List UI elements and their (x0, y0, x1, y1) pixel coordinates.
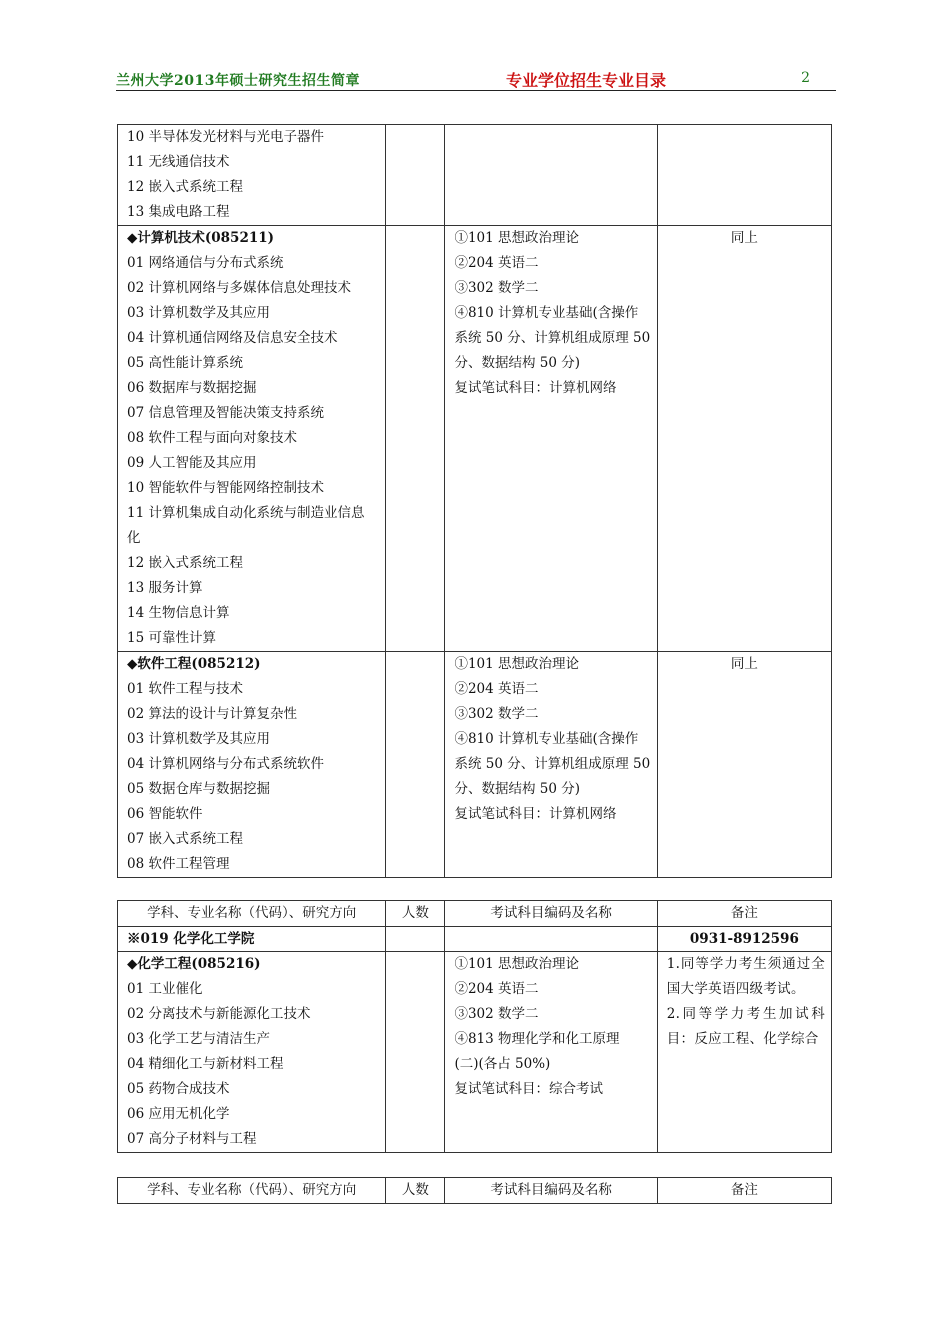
column-header-name: 学科、专业名称（代码）、研究方向 (118, 1178, 386, 1204)
list-item: 03 计算机数学及其应用 (127, 305, 270, 321)
note-item: 2.同等学力考生加试科目：反应工程、化学综合 (666, 1006, 825, 1047)
exam-item: ④813 物理化学和化工原理 (454, 1031, 620, 1047)
list-item: 06 应用无机化学 (127, 1106, 230, 1122)
exam-item: ③302 数学二 (454, 1006, 539, 1022)
exam-item: ①101 思想政治理论 (454, 656, 580, 672)
list-item: 02 分离技术与新能源化工技术 (127, 1006, 311, 1022)
list-item: 03 计算机数学及其应用 (127, 731, 270, 747)
list-item: 13 集成电路工程 (127, 204, 230, 220)
count-cell (386, 652, 445, 878)
note-cell (657, 125, 831, 226)
list-item: 10 半导体发光材料与光电子器件 (127, 129, 324, 145)
list-item: 15 可靠性计算 (127, 630, 216, 646)
list-item: 02 算法的设计与计算复杂性 (127, 706, 297, 722)
table-row (118, 652, 832, 878)
page-header (116, 66, 836, 91)
exam-item: (二)(各占 50%) (454, 1056, 551, 1072)
list-item: 08 软件工程与面向对象技术 (127, 430, 297, 446)
header-university-title: 兰州大学2013年硕士研究生招生简章 (116, 73, 360, 89)
header-section-title: 专业学位招生专业目录 (506, 71, 667, 90)
program-title: ◆计算机技术(085211) (127, 230, 275, 246)
exam-item: ①101 思想政治理论 (454, 956, 580, 972)
list-item: 12 嵌入式系统工程 (127, 179, 243, 195)
list-item: 07 信息管理及智能决策支持系统 (127, 405, 324, 421)
exam-cell (445, 927, 657, 952)
program-title: ◆软件工程(085212) (127, 656, 261, 672)
exam-item: ①101 思想政治理论 (454, 230, 580, 246)
count-cell (386, 927, 445, 952)
list-item: 06 智能软件 (127, 806, 203, 822)
page-number: 2 (801, 70, 810, 86)
list-item: 07 高分子材料与工程 (127, 1131, 257, 1147)
exam-item: 系统 50 分、计算机组成原理 50 (454, 330, 651, 346)
list-item: 05 高性能计算系统 (127, 355, 243, 371)
list-item: 化 (127, 530, 141, 546)
list-item: 09 人工智能及其应用 (127, 455, 257, 471)
table-header-row (118, 901, 832, 927)
list-item: 07 嵌入式系统工程 (127, 831, 243, 847)
exam-item: 复试笔试科目：计算机网络 (454, 380, 617, 396)
table-row (118, 125, 832, 226)
list-item: 12 嵌入式系统工程 (127, 555, 243, 571)
count-cell (386, 226, 445, 652)
list-item: 13 服务计算 (127, 580, 203, 596)
exam-item: ②204 英语二 (454, 981, 539, 997)
department-row (118, 927, 832, 952)
list-item: 04 精细化工与新材料工程 (127, 1056, 284, 1072)
exam-subjects (445, 226, 656, 401)
exam-item: ③302 数学二 (454, 280, 539, 296)
catalog-table-2 (117, 900, 832, 1153)
exam-subjects (445, 652, 656, 827)
list-item: 11 计算机集成自动化系统与制造业信息 (127, 505, 365, 521)
catalog-table-1 (117, 124, 832, 878)
column-header-note: 备注 (657, 1178, 831, 1204)
exam-cell (445, 125, 657, 226)
list-item: 11 无线通信技术 (127, 154, 230, 170)
exam-item: ④810 计算机专业基础(含操作 (454, 305, 639, 321)
program-title: ◆化学工程(085216) (127, 956, 261, 972)
catalog-table-3 (117, 1177, 832, 1204)
exam-item: 复试笔试科目：综合考试 (454, 1081, 603, 1097)
exam-item: ②204 英语二 (454, 255, 539, 271)
table-row (118, 226, 832, 652)
note-item: 1.同等学力考生须通过全国大学英语四级考试。 (666, 956, 825, 997)
exam-item: ④810 计算机专业基础(含操作 (454, 731, 639, 747)
list-item: 01 网络通信与分布式系统 (127, 255, 284, 271)
table-header-row (118, 1178, 832, 1204)
column-header-count: 人数 (386, 901, 445, 927)
list-item: 08 软件工程管理 (127, 856, 230, 872)
list-item: 05 药物合成技术 (127, 1081, 230, 1097)
column-header-name: 学科、专业名称（代码）、研究方向 (118, 901, 386, 927)
department-name: ※019 化学化工学院 (127, 931, 255, 947)
column-header-exam: 考试科目编码及名称 (445, 1178, 657, 1204)
list-item: 14 生物信息计算 (127, 605, 230, 621)
exam-item: ②204 英语二 (454, 681, 539, 697)
count-cell (386, 952, 445, 1153)
column-header-note: 备注 (657, 901, 831, 927)
list-item: 05 数据仓库与数据挖掘 (127, 781, 270, 797)
list-item: 04 计算机通信网络及信息安全技术 (127, 330, 338, 346)
exam-item: 复试笔试科目：计算机网络 (454, 806, 617, 822)
list-item: 10 智能软件与智能网络控制技术 (127, 480, 324, 496)
department-phone: 0931-8912596 (689, 931, 799, 947)
column-header-count: 人数 (386, 1178, 445, 1204)
exam-item: ③302 数学二 (454, 706, 539, 722)
list-item: 06 数据库与数据挖掘 (127, 380, 257, 396)
list-item: 01 工业催化 (127, 981, 203, 997)
exam-item: 分、数据结构 50 分) (454, 355, 580, 371)
column-header-exam: 考试科目编码及名称 (445, 901, 657, 927)
exam-subjects (445, 952, 656, 1102)
exam-item: 系统 50 分、计算机组成原理 50 (454, 756, 651, 772)
research-directions (118, 952, 385, 1152)
note-text: 同上 (730, 656, 758, 672)
research-directions (118, 652, 385, 877)
list-item: 02 计算机网络与多媒体信息处理技术 (127, 280, 351, 296)
list-item: 03 化学工艺与清洁生产 (127, 1031, 270, 1047)
table-row (118, 952, 832, 1153)
list-item: 04 计算机网络与分布式系统软件 (127, 756, 324, 772)
note-list (658, 952, 831, 1052)
research-directions (118, 226, 385, 651)
research-directions (118, 125, 385, 225)
count-cell (386, 125, 445, 226)
exam-item: 分、数据结构 50 分) (454, 781, 580, 797)
note-text: 同上 (730, 230, 758, 246)
list-item: 01 软件工程与技术 (127, 681, 243, 697)
